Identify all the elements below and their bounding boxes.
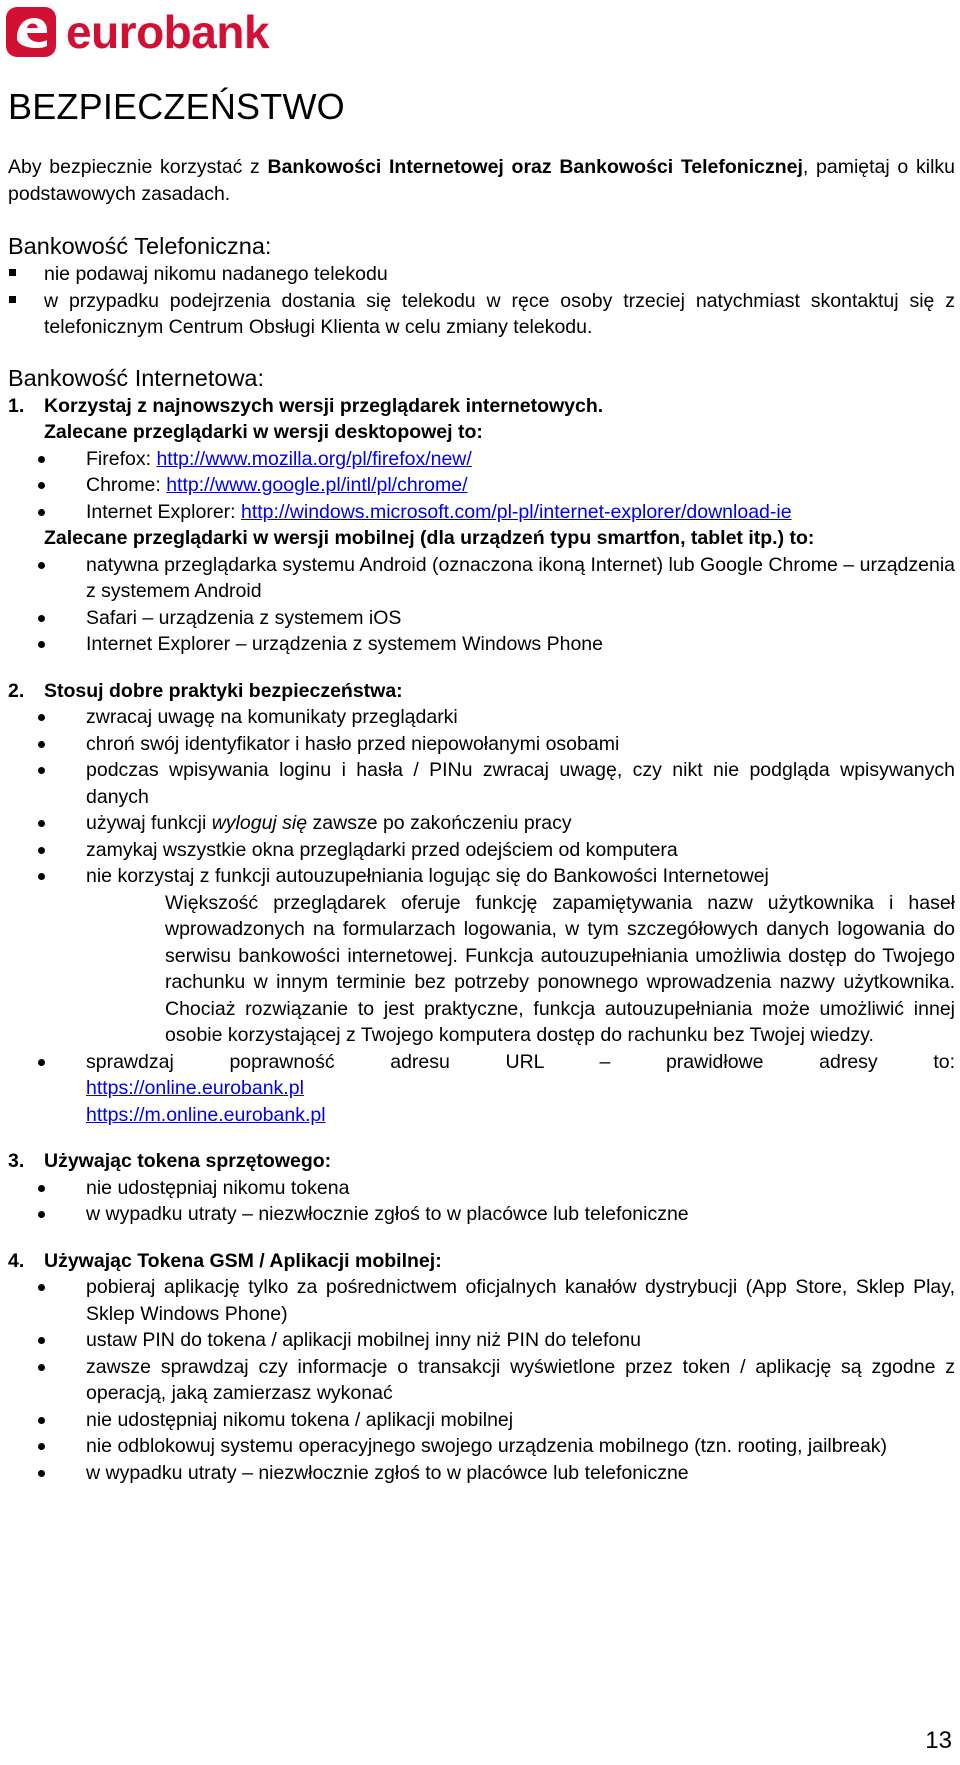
list-item: Firefox: http://www.mozilla.org/pl/firefox/new/ bbox=[8, 446, 955, 473]
section-4-heading bbox=[8, 1248, 955, 1275]
list-item: w przypadku podejrzenia dostania się telekodu w ręce osoby trzeciej natychmiast skontaktuj się z telefonicznym Centrum Obsługi Klienta w celu zmiany telekodu. bbox=[8, 288, 955, 341]
firefox-link[interactable]: http://www.mozilla.org/pl/firefox/new/ bbox=[156, 447, 472, 470]
eurobank-logo-icon bbox=[6, 7, 56, 57]
list-item: nie korzystaj z funkcji autouzupełniania logując się do Bankowości Internetowej bbox=[8, 863, 955, 890]
online-eurobank-link[interactable]: https://online.eurobank.pl bbox=[86, 1077, 304, 1099]
list-item: natywna przeglądarka systemu Android (oznaczona ikoną Internet) lub Google Chrome – urządzenia z systemem Android bbox=[8, 552, 955, 605]
list-item: używaj funkcji wyloguj się zawsze po zakończeniu pracy bbox=[8, 810, 955, 837]
internet-explorer-link[interactable]: http://windows.microsoft.com/pl-pl/internet-explorer/download-ie bbox=[241, 500, 792, 523]
brand-name: eurobank bbox=[66, 6, 270, 58]
chrome-link[interactable]: http://www.google.pl/intl/pl/chrome/ bbox=[166, 474, 468, 496]
autofill-note: Większość przeglądarek oferuje funkcję zapamiętywania nazw użytkownika i haseł wprowadzonych na formularzach logowania, w tym szczegółowych danych logowania do serwisu bankowości internetowej. Funkcja autouzupełniania umożliwia dostęp do Twojego rachunku w innym terminie bez potrzeby ponownego wprowadzenia nazwy użytkownika. Chociaż rozwiązanie to jest praktyczne, funkcja autouzupełniania może umożliwić innej osobie korzystającej z Twojego komputera dostęp do rachunku bez Twojej wiedzy. bbox=[165, 891, 955, 1046]
eurobank-logo bbox=[6, 7, 269, 57]
list-item: Internet Explorer: http://windows.microsoft.com/pl-pl/internet-explorer/download-ie bbox=[8, 499, 955, 526]
section-number: 1. bbox=[8, 394, 25, 417]
list-item: sprawdzaj poprawność adresu URL – prawidłowe adresy to: bbox=[8, 1049, 955, 1076]
list-item: w wypadku utraty – niezwłocznie zgłoś to w placówce lub telefoniczne bbox=[8, 1201, 955, 1228]
desktop-browsers-list bbox=[8, 446, 955, 526]
list-item: ustaw PIN do tokena / aplikacji mobilnej inny niż PIN do telefonu bbox=[8, 1327, 955, 1354]
intro-paragraph: Aby bezpiecznie korzystać z Bankowości Internetowej oraz Bankowości Telefonicznej, pamiętaj o kilku podstawowych zasadach. bbox=[8, 156, 955, 205]
bank-urls bbox=[8, 1075, 955, 1128]
list-item: Internet Explorer – urządzenia z systemem Windows Phone bbox=[8, 631, 955, 658]
url-check-list bbox=[8, 1049, 955, 1076]
list-item: zwracaj uwagę na komunikaty przeglądarki bbox=[8, 704, 955, 731]
telephone-heading: Bankowość Telefoniczna: bbox=[8, 233, 272, 259]
list-item: nie podawaj nikomu nadanego telekodu bbox=[8, 261, 955, 288]
document-body bbox=[8, 84, 955, 1486]
page-number: 13 bbox=[925, 1727, 952, 1754]
section-title: Stosuj dobre praktyki bezpieczeństwa: bbox=[44, 679, 403, 702]
section-2-heading bbox=[8, 678, 955, 705]
mobile-browsers-heading: Zalecane przeglądarki w wersji mobilnej (dla urządzeń typu smartfon, tablet itp.) to: bbox=[44, 527, 815, 549]
mobile-browsers-list bbox=[8, 552, 955, 658]
list-item: chroń swój identyfikator i hasło przed niepowołanymi osobami bbox=[8, 731, 955, 758]
section-number: 2. bbox=[8, 679, 25, 702]
list-item: zawsze sprawdzaj czy informacje o transakcji wyświetlone przez token / aplikację są zgodne z operacją, jaką zamierzasz wykonać bbox=[8, 1354, 955, 1407]
hardware-token-list bbox=[8, 1175, 955, 1228]
internet-heading: Bankowość Internetowa: bbox=[8, 364, 265, 391]
section-1-heading bbox=[8, 393, 955, 420]
list-item: w wypadku utraty – niezwłocznie zgłoś to w placówce lub telefoniczne bbox=[8, 1460, 955, 1487]
section-title: Używając tokena sprzętowego: bbox=[44, 1150, 332, 1172]
list-item: podczas wpisywania loginu i hasła / PINu zwracaj uwagę, czy nikt nie podgląda wpisywanych danych bbox=[8, 757, 955, 810]
section-number: 4. bbox=[8, 1249, 25, 1272]
telephone-list bbox=[8, 261, 955, 341]
list-item: nie udostępniaj nikomu tokena / aplikacji mobilnej bbox=[8, 1407, 955, 1434]
section-title: Korzystaj z najnowszych wersji przeglądarek internetowych. bbox=[44, 394, 604, 417]
list-item: Chrome: http://www.google.pl/intl/pl/chrome/ bbox=[8, 472, 955, 499]
page-title: BEZPIECZEŃSTWO bbox=[8, 86, 345, 127]
list-item: nie udostępniaj nikomu tokena bbox=[8, 1175, 955, 1202]
desktop-browsers-heading: Zalecane przeglądarki w wersji desktopowej to: bbox=[44, 421, 483, 443]
section-number: 3. bbox=[8, 1150, 25, 1172]
list-item: Safari – urządzenia z systemem iOS bbox=[8, 605, 955, 632]
list-item: nie odblokowuj systemu operacyjnego swojego urządzenia mobilnego (tzn. rooting, jailbreak) bbox=[8, 1433, 955, 1460]
list-item: pobieraj aplikację tylko za pośrednictwem oficjalnych kanałów dystrybucji (App Store, Sklep Play, Sklep Windows Phone) bbox=[8, 1274, 955, 1327]
gsm-token-list bbox=[8, 1274, 955, 1486]
security-practices-list bbox=[8, 704, 955, 890]
list-item: zamykaj wszystkie okna przeglądarki przed odejściem od komputera bbox=[8, 837, 955, 864]
mobile-eurobank-link[interactable]: https://m.online.eurobank.pl bbox=[86, 1103, 326, 1126]
section-3-heading bbox=[8, 1148, 955, 1175]
section-title: Używając Tokena GSM / Aplikacji mobilnej: bbox=[44, 1249, 442, 1272]
